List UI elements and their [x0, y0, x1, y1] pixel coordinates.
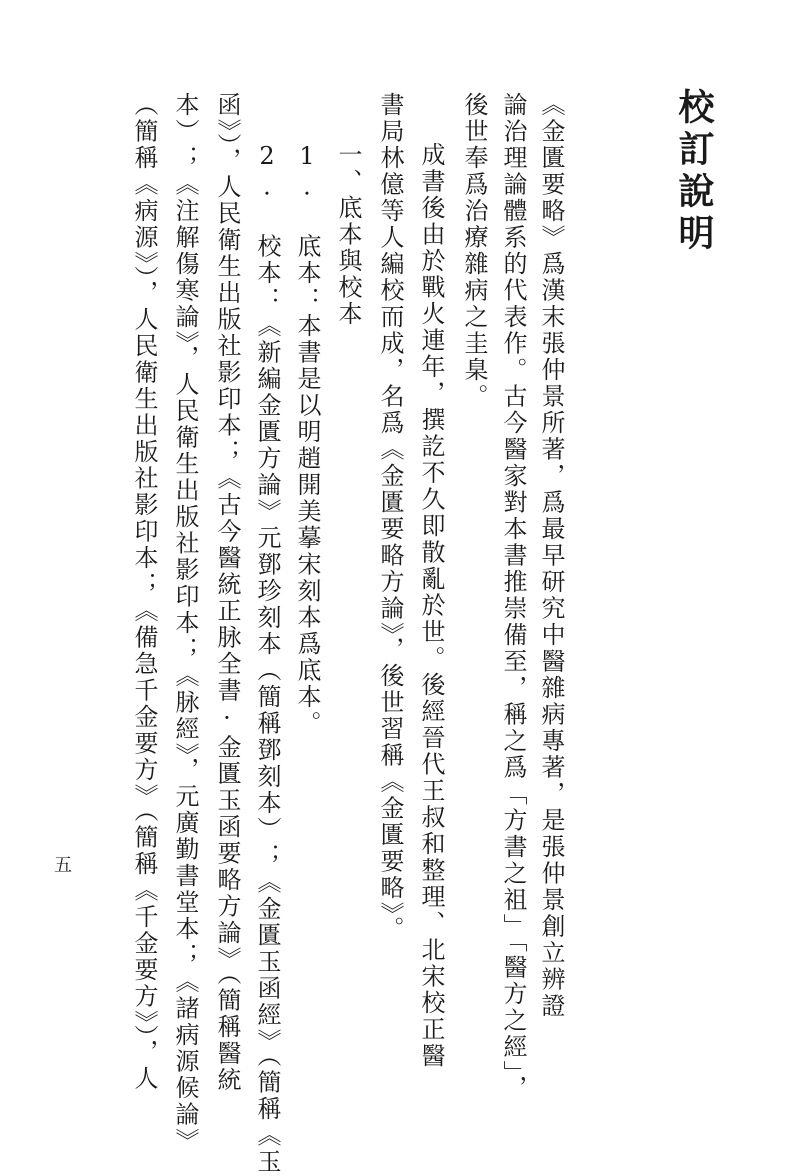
text-column-3: 後世奉爲治療雜病之圭臬。	[460, 92, 488, 410]
text-column-4: 成書後由於戰火連年，撰訖不久即散亂於世。後經晉代王叔和整理、北宋校正醫	[417, 142, 445, 1070]
text-column-collation-1: 2. 校本：《新編金匱方論》元鄧珍刻本（簡稱鄧刻本）；《金匱玉函經》（簡稱《玉	[253, 142, 281, 1176]
text-column-collation-4: （簡稱《病源》），人民衛生出版社影印本；《備急千金要方》（簡稱《千金要方》），人	[130, 92, 158, 1092]
text-column-5: 書局林億等人編校而成，名爲《金匱要略方論》，後世習稱《金匱要略》。	[376, 92, 404, 943]
text-column-base-text: 1. 底本：本書是以明趙開美摹宋刻本爲底本。	[293, 142, 321, 737]
page-number: 五	[54, 855, 72, 876]
text-column-1: 《金匱要略》爲漢末張仲景所著，爲最早研究中醫雜病專著，是張仲景創立辨證	[537, 92, 565, 1020]
text-column-collation-2: 函》），人民衛生出版社影印本；《古今醫統正脉全書·金匱玉函要略方論》（簡稱醫統	[213, 92, 241, 1094]
text-column-2: 論治理論體系的代表作。古今醫家對本書推崇備至，稱之爲「方書之祖」「醫方之經」，	[499, 92, 527, 1102]
text-column-collation-3: 本）；《注解傷寒論》，人民衛生出版社影印本；《脉經》，元廣勤書堂本；《諸病源候論》	[171, 92, 199, 1155]
section-heading: 一、底本與校本	[334, 142, 362, 328]
page-title: 校訂說明	[673, 88, 715, 256]
